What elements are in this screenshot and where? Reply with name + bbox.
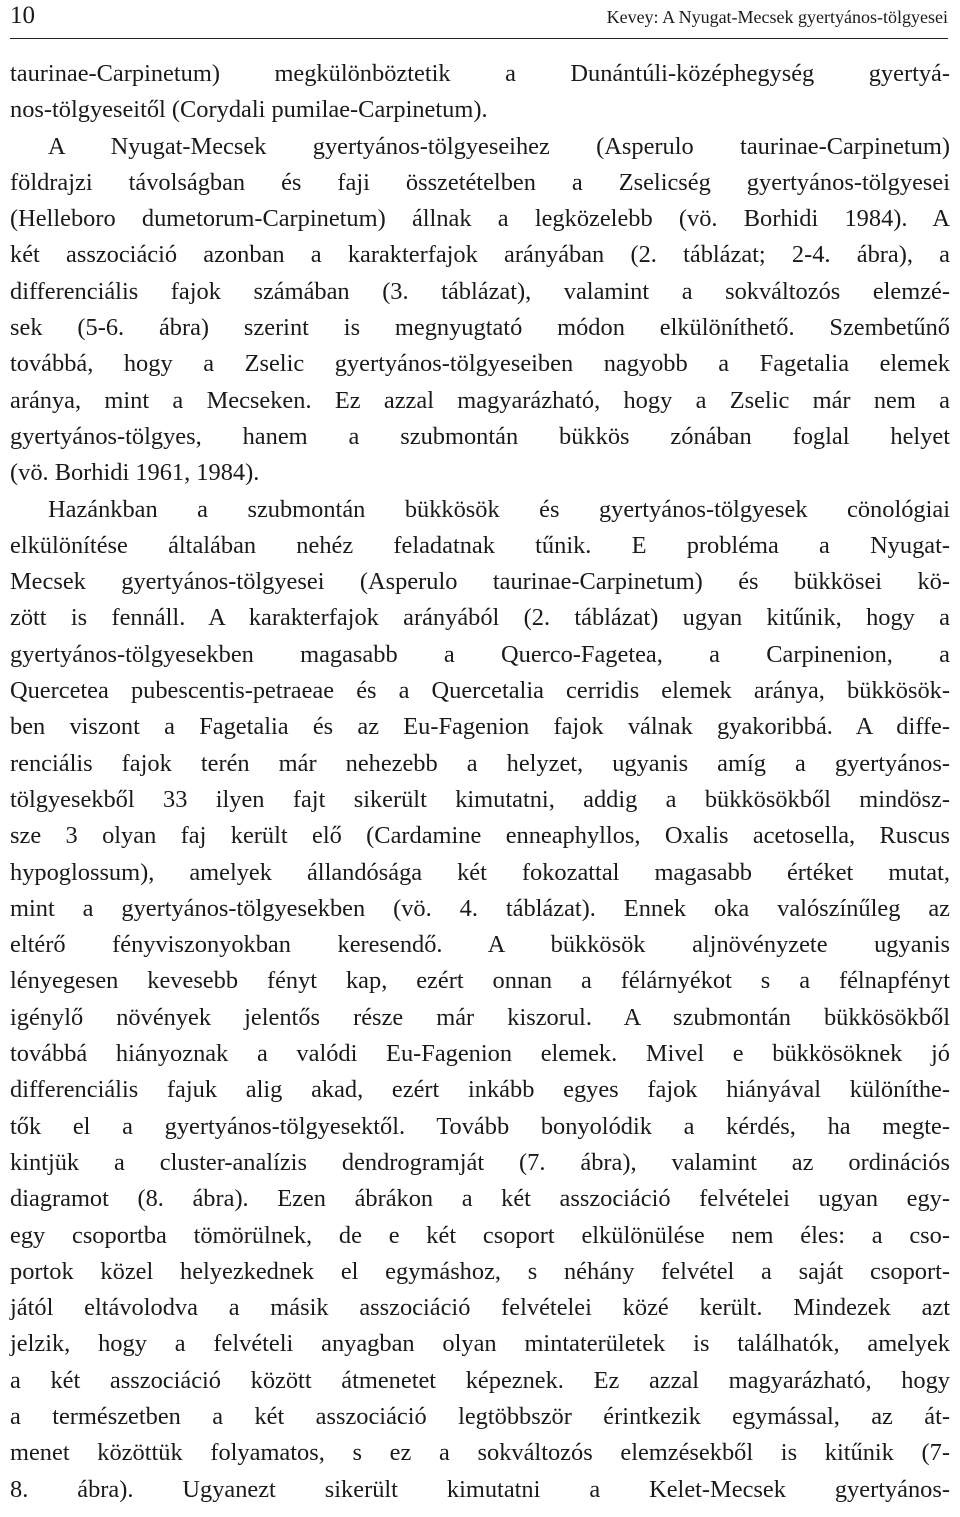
text-line: sze 3 olyan faj került elő (Cardamine enneaphyllos, Oxalis acetosella, Ruscus xyxy=(10,822,950,850)
text-line: a két asszociáció között átmenetet képeznek. Ez azzal magyarázható, hogy xyxy=(10,1366,950,1394)
page-header xyxy=(10,0,948,39)
text-line: Mecsek gyertyános-tölgyesei (Asperulo taurinae-Carpinetum) és bükkösei kö- xyxy=(10,568,950,596)
text-line: mint a gyertyános-tölgyesekben (vö. 4. táblázat). Ennek oka valószínűleg az xyxy=(10,894,950,922)
text-line: ben viszont a Fagetalia és az Eu-Fagenion fajok válnak gyakoribbá. A diffe- xyxy=(10,713,950,741)
text-line: két asszociáció azonban a karakterfajok arányában (2. táblázat; 2-4. ábra), a xyxy=(10,241,950,269)
text-line: taurinae-Carpinetum) megkülönböztetik a Dunántúli-középhegység gyertyá- xyxy=(10,60,950,87)
text-line: 8. ábra). Ugyanezt sikerült kimutatni a Kelet-Mecsek gyertyános- xyxy=(10,1475,950,1503)
text-line: egy csoportba tömörülnek, de e két csoport elkülönülése nem éles: a cso- xyxy=(10,1221,950,1249)
page-number: 10 xyxy=(10,2,35,29)
text-line: igénylő növények jelentős része már kiszorul. A szubmontán bükkösökből xyxy=(10,1003,950,1031)
running-head: Kevey: A Nyugat-Mecsek gyertyános-tölgyesei xyxy=(606,7,948,27)
text-line: földrajzi távolságban és faji összetételben a Zselicség gyertyános-tölgyesei xyxy=(10,168,950,196)
text-line: továbbá hiányoznak a valódi Eu-Fagenion elemek. Mivel e bükkösöknek jó xyxy=(10,1040,950,1068)
text-line: jelzik, hogy a felvételi anyagban olyan mintaterületek is találhatók, amelyek xyxy=(10,1330,950,1358)
text-line: renciális fajok terén már nehezebb a helyzet, ugyanis amíg a gyertyános- xyxy=(10,749,950,777)
text-line: gyertyános-tölgyes, hanem a szubmontán bükkös zónában foglal helyet xyxy=(10,422,950,450)
text-line: zött is fennáll. A karakterfajok arányából (2. táblázat) ugyan kitűnik, hogy a xyxy=(10,604,950,632)
text-line: (vö. Borhidi 1961, 1984). xyxy=(10,459,260,487)
body-text xyxy=(10,56,950,1508)
text-line: jától eltávolodva a másik asszociáció felvételei közé került. Mindezek azt xyxy=(10,1294,950,1322)
text-line: differenciális fajok számában (3. táblázat), valamint a sokváltozós elemzé- xyxy=(10,277,950,305)
text-line: diagramot (8. ábra). Ezen ábrákon a két asszociáció felvételei ugyan egy- xyxy=(10,1185,950,1213)
text-line: tők el a gyertyános-tölgyesektől. Tovább bonyolódik a kérdés, ha megte- xyxy=(10,1112,950,1140)
text-line: aránya, mint a Mecseken. Ez azzal magyarázható, hogy a Zselic már nem a xyxy=(10,386,950,414)
text-line: Quercetea pubescentis-petraeae és a Quercetalia cerridis elemek aránya, bükkösök- xyxy=(10,677,950,705)
text-line: sek (5-6. ábra) szerint is megnyugtató módon elkülöníthető. Szembetűnő xyxy=(10,314,950,342)
text-line: kintjük a cluster-analízis dendrogramját (7. ábra), valamint az ordinációs xyxy=(10,1148,950,1176)
text-line: differenciális fajuk alig akad, ezért inkább egyes fajok hiányával különíthe- xyxy=(10,1076,950,1104)
text-line: elkülönítése általában nehéz feladatnak tűnik. E probléma a Nyugat- xyxy=(10,531,950,559)
text-line: a természetben a két asszociáció legtöbbször érintkezik egymással, az át- xyxy=(10,1402,950,1430)
text-line: tölgyesekből 33 ilyen fajt sikerült kimutatni, addig a bükkösökből mindösz- xyxy=(10,785,950,813)
paragraph-first-line: A Nyugat-Mecsek gyertyános-tölgyeseihez (Asperulo taurinae-Carpinetum) xyxy=(48,132,950,160)
text-line: lényegesen kevesebb fényt kap, ezért onnan a félárnyékot s a félnapfényt xyxy=(10,967,950,995)
text-line: hypoglossum), amelyek állandósága két fokozattal magasabb értéket mutat, xyxy=(10,858,950,886)
text-line: (Helleboro dumetorum-Carpinetum) állnak a legközelebb (vö. Borhidi 1984). A xyxy=(10,205,950,233)
paragraph-first-line: Hazánkban a szubmontán bükkösök és gyertyános-tölgyesek cönológiai xyxy=(48,495,950,523)
text-line: nos-tölgyeseitől (Corydali pumilae-Carpinetum). xyxy=(10,96,488,124)
text-line: menet közöttük folyamatos, s ez a sokváltozós elemzésekből is kitűnik (7- xyxy=(10,1439,950,1467)
text-line: gyertyános-tölgyesekben magasabb a Querco-Fagetea, a Carpinenion, a xyxy=(10,640,950,668)
text-line: továbbá, hogy a Zselic gyertyános-tölgyeseiben nagyobb a Fagetalia elemek xyxy=(10,350,950,378)
text-line: portok közel helyezkednek el egymáshoz, s néhány felvétel a saját csoport- xyxy=(10,1257,950,1285)
text-line: eltérő fényviszonyokban keresendő. A bükkösök aljnövényzete ugyanis xyxy=(10,931,950,959)
